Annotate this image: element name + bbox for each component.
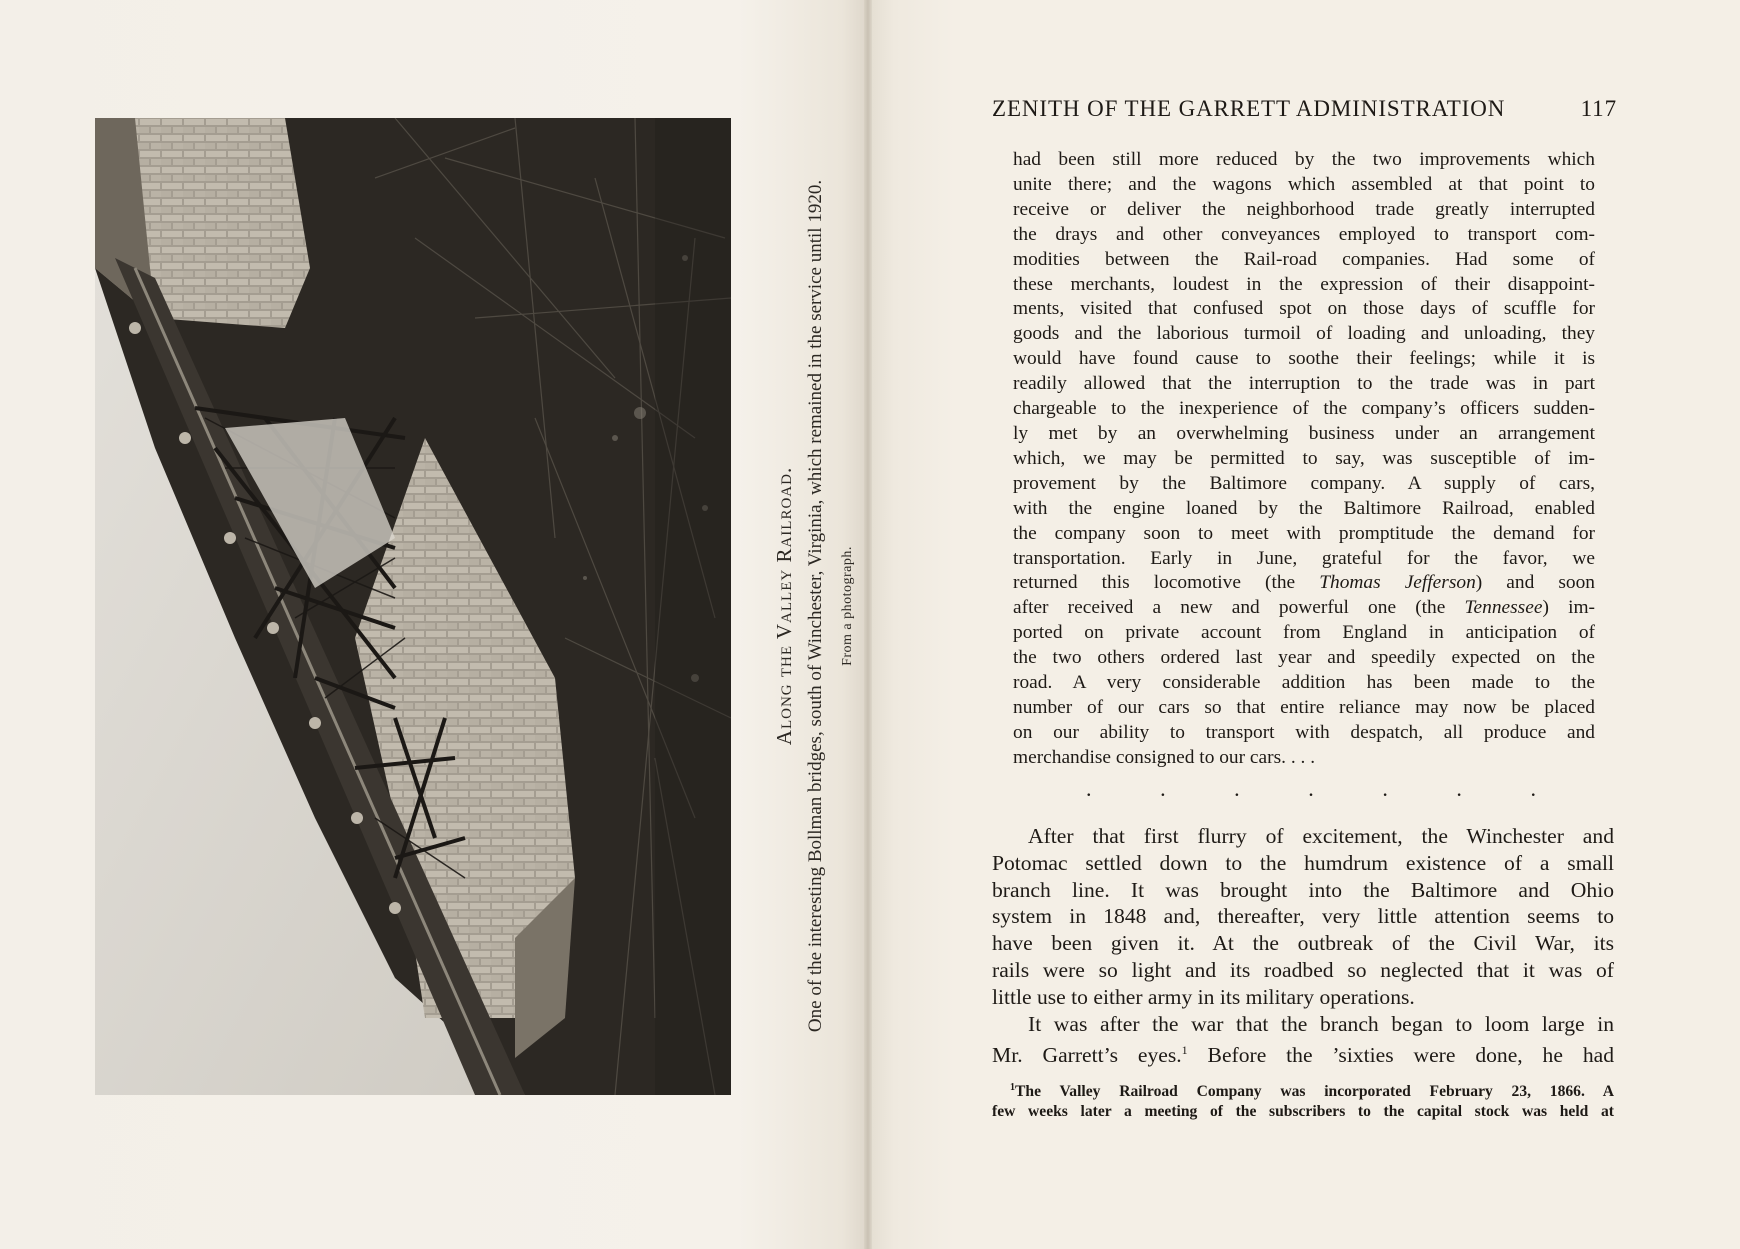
quote-line: road. A very considerable addition has been made to the <box>1013 672 1595 694</box>
running-head <box>992 96 1617 122</box>
quote-line: the two others ordered last year and speedily expected on the <box>1013 647 1595 669</box>
body-text-fragment: Mr. Garrett’s eyes. <box>992 1043 1182 1068</box>
caption-description: One of the interesting Bollman bridges, south of Winchester, Virginia, which remained in the service until 1920. <box>805 179 827 1033</box>
running-head-title: ZENITH OF THE GARRETT ADMINISTRATION <box>992 96 1506 121</box>
quote-text: after received a new and powerful one (the <box>1013 597 1465 619</box>
quote-line: ments, visited that confused spot on those days of scuffle for <box>1013 298 1595 320</box>
ellipsis-dot: . <box>1086 776 1092 801</box>
quote-line: chargeable to the inexperience of the company’s officers sudden- <box>1013 398 1595 420</box>
book-gutter <box>864 0 872 1249</box>
bridge-photograph <box>95 118 731 1095</box>
quote-text: ) and soon <box>1475 572 1595 594</box>
body-line: system in 1848 and, thereafter, very little attention seems to <box>992 904 1614 929</box>
quote-line: had been still more reduced by the two improvements which <box>1013 149 1595 170</box>
body-line: After that first flurry of excitement, the Winchester and <box>1028 824 1614 848</box>
body-line-footnote-ref <box>992 1037 1614 1069</box>
footnote <box>992 1078 1614 1121</box>
quote-text: returned this locomotive (the <box>1013 572 1320 594</box>
quote-line: the drays and other conveyances employed to transport com- <box>1013 223 1595 245</box>
ellipsis-dot: . <box>1160 776 1166 801</box>
quote-line: with the engine loaned by the Baltimore Railroad, enabled <box>1013 497 1595 519</box>
quote-line-locomotive <box>1013 596 1595 621</box>
caption-source: From a photograph. <box>839 546 855 666</box>
ellipsis-dot: . <box>1308 776 1314 801</box>
page-number: 117 <box>1580 96 1617 121</box>
ellipsis-dot: . <box>1456 776 1462 801</box>
photo-caption <box>771 116 857 1096</box>
quote-line: unite there; and the wagons which assembled at that point to <box>1013 173 1595 195</box>
footnote-reference[interactable]: 1 <box>1181 1043 1188 1058</box>
ellipsis-dot: . <box>1234 776 1240 801</box>
ellipsis-separator <box>1086 778 1536 800</box>
block-quote <box>1013 148 1595 771</box>
ellipsis-dot: . <box>1530 776 1536 801</box>
quote-line: would have found cause to soothe their feelings; while it is <box>1013 348 1595 370</box>
quote-line: the company soon to meet with promptitude the demand for <box>1013 522 1595 544</box>
quote-line: ported on private account from England in anticipation of <box>1013 622 1595 644</box>
quote-line: readily allowed that the interruption to the trade was in part <box>1013 373 1595 395</box>
body-line: have been given it. At the outbreak of the Civil War, its <box>992 931 1614 956</box>
caption-title: Along the Valley Railroad. <box>771 466 796 746</box>
quote-line: number of our cars so that entire reliance may now be placed <box>1013 696 1595 718</box>
quote-line: ly met by an overwhelming business under an arrangement <box>1013 422 1595 444</box>
footnote-line <box>992 1078 1614 1102</box>
body-line: little use to either army in its military operations. <box>992 984 1415 1009</box>
body-text-fragment: Before the ’sixties were done, he had <box>1187 1043 1614 1068</box>
ellipsis-dot: . <box>1382 776 1388 801</box>
quote-line: modities between the Rail-road companies. Had some of <box>1013 248 1595 270</box>
footnote-text: The Valley Railroad Company was incorporated February 23, 1866. A <box>1015 1083 1614 1101</box>
footnote-line: few weeks later a meeting of the subscribers to the capital stock was held at <box>992 1102 1614 1120</box>
quote-line: transportation. Early in June, grateful for the favor, we <box>1013 547 1595 569</box>
bridge-photograph-illustration <box>95 118 731 1095</box>
quote-text: ) im- <box>1542 597 1595 619</box>
body-line: Potomac settled down to the humdrum existence of a small <box>992 850 1614 875</box>
quote-line: goods and the laborious turmoil of loading and unloading, they <box>1013 323 1595 345</box>
locomotive-name: Tennessee <box>1464 597 1543 619</box>
quote-line-locomotive <box>1013 571 1595 596</box>
body-text <box>992 823 1614 1069</box>
body-line: It was after the war that the branch began to loom large in <box>1028 1011 1614 1036</box>
footnote-marker: 1 <box>1010 1082 1015 1093</box>
body-line: rails were so light and its roadbed so neglected that it was of <box>992 957 1614 982</box>
quote-line: merchandise consigned to our cars. . . . <box>1013 746 1316 768</box>
quote-line: provement by the Baltimore company. A supply of cars, <box>1013 472 1595 494</box>
locomotive-name: Thomas Jefferson <box>1319 572 1476 594</box>
quote-line: these merchants, loudest in the expression of their disappoint- <box>1013 273 1595 295</box>
body-line: branch line. It was brought into the Baltimore and Ohio <box>992 877 1614 902</box>
quote-line: which, we may be permitted to say, was susceptible of im- <box>1013 447 1595 469</box>
quote-line: on our ability to transport with despatch, all produce and <box>1013 721 1595 743</box>
quote-line: receive or deliver the neighborhood trade greatly interrupted <box>1013 198 1595 220</box>
